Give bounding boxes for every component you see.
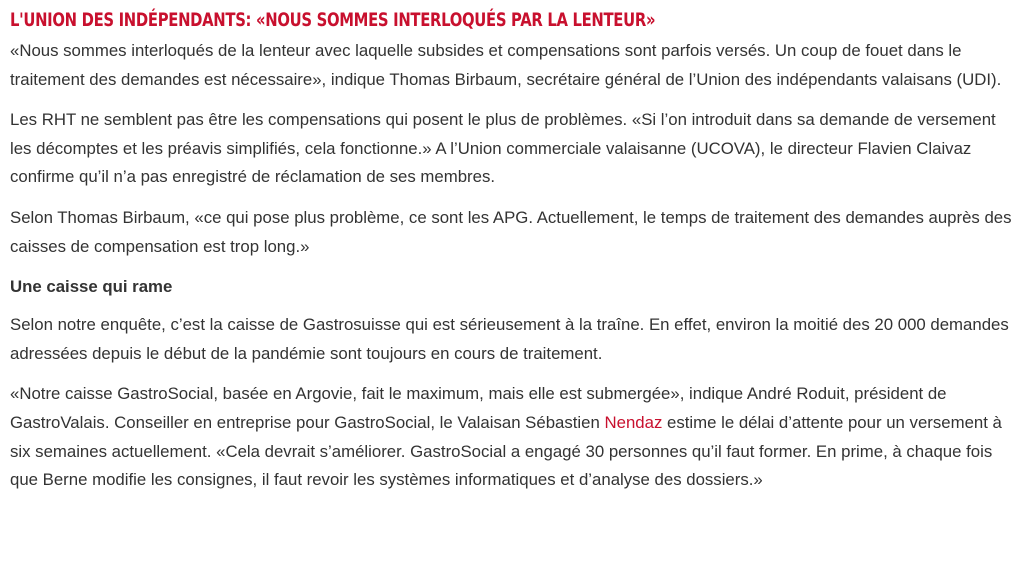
subheading: Une caisse qui rame — [10, 277, 173, 297]
paragraph-text: estime le délai d’attente pour un versement à six semaines actuellement. «Cela devrait s’améliorer. GastroSocial a engagé 30 personnes qu’il faut former. En prime, à chaque fois que Berne modifie les consignes, il faut revoir les systèmes informatiques et d’analyse des dossiers.» — [10, 412, 1002, 490]
paragraph: Selon Thomas Birbaum, «ce qui pose plus problème, ce sont les APG. Actuellement, le temps de traitement des demandes auprès des caisses de compensation est trop long.» — [10, 207, 1012, 256]
paragraph: Les RHT ne semblent pas être les compensations qui posent le plus de problèmes. «Si l’on introduit dans sa demande de versement les décomptes et les préavis simplifiés, cela fonctionne.» A l’Union commerciale valaisanne (UCOVA), le directeur Flavien Claivaz confirme qu’il n’a pas enregistré de réclamation de ses membres. — [10, 110, 996, 187]
paragraph-with-link — [10, 380, 1014, 494]
section-headline: L'UNION DES INDÉPENDANTS: «NOUS SOMMES INTERLOQUÉS PAR LA LENTEUR» — [10, 9, 656, 31]
paragraph-text: «Notre caisse GastroSocial, basée en Argovie, fait le maximum, mais elle est submergée», indique André Roduit, président de GastroValais. Conseiller en entreprise pour GastroSocial, le Valaisan Sébastien — [10, 384, 947, 432]
paragraph: «Nous sommes interloqués de la lenteur avec laquelle subsides et compensations sont parfois versés. Un coup de fouet dans le traitement des demandes est nécessaire», indique Thomas Birbaum, secrétaire général de l’Union des indépendants valaisans (UDI). — [10, 41, 1002, 89]
paragraph: Selon notre enquête, c’est la caisse de Gastrosuisse qui est sérieusement à la traîne. En effet, environ la moitié des 20 000 demandes adressées depuis le début de la pandémie sont toujours en cours de traitement. — [10, 315, 1009, 363]
nendaz-link[interactable]: Nendaz — [604, 412, 663, 432]
